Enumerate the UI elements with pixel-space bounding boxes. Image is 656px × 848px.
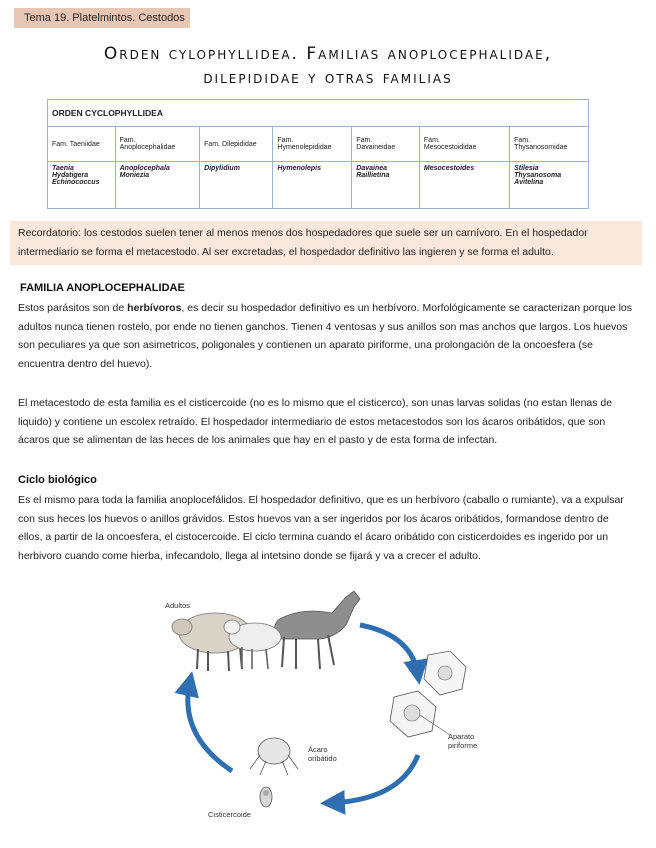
family-cell: Fam. Anoplocephalidae [115, 127, 200, 162]
table-heading: ORDEN CYCLOPHYLLIDEA [48, 100, 589, 127]
section-heading-anoplocephalidae: FAMILIA ANOPLOCEPHALIDAE [20, 282, 185, 294]
topic-tag: Tema 19. Platelmintos. Cestodos [14, 8, 190, 28]
horse-illustration [274, 591, 360, 669]
cysticercoid-illustration [260, 787, 272, 807]
arrow-eggs-to-mite [330, 755, 418, 803]
genera-row [48, 162, 589, 209]
page-title [0, 42, 656, 90]
label-piriform-apparatus: Aparato piriforme [448, 732, 478, 750]
life-cycle-illustration [150, 585, 510, 825]
arrow-mite-to-host [188, 681, 232, 771]
family-cell: Fam. Hymenolepididae [273, 127, 352, 162]
genus-cell: Davainea Raillietina [352, 162, 420, 209]
label-adults: Adultos [165, 601, 191, 610]
reminder-box: Recordatorio: los cestodos suelen tener al menos menos dos hospedadores que suele ser un carnívoro. En el hospedador intermediario se forma el metacestodo. Al ser excretadas, el hospedador definitivo las ingieren y se forma el adulto. [10, 221, 642, 265]
section-heading-cycle: Ciclo biológico [18, 474, 97, 486]
family-cell: Fam. Mesocestoididae [419, 127, 509, 162]
family-cell: Fam. Thysanosomidae [510, 127, 589, 162]
title-line-2: dilepididae y otras familias [203, 68, 453, 88]
label-oribatid-mite: Ácaro oribátido [308, 745, 337, 763]
arrow-adults-to-eggs [360, 625, 418, 675]
genus-cell: Stilesia Thysanosoma Avitelina [510, 162, 589, 209]
genus-cell: Anoplocephala Moniezia [115, 162, 200, 209]
goat-illustration [224, 620, 281, 669]
family-cell: Fam. Dilepididae [200, 127, 273, 162]
families-row [48, 127, 589, 162]
cyclophyllidea-table [47, 99, 589, 209]
genus-cell: Taenia Hydatigera Echinococcus [48, 162, 116, 209]
genus-cell: Dipylidium [200, 162, 273, 209]
egg-illustration-2 [390, 691, 436, 737]
label-cysticercoid: Cisticercoide [208, 810, 251, 819]
life-cycle-diagram [150, 585, 510, 825]
family-cell: Fam. Taeniidae [48, 127, 116, 162]
genus-cell: Hymenolepis [273, 162, 352, 209]
bold-herbivoros: herbívoros [127, 302, 182, 314]
family-cell: Fam. Davaineidae [352, 127, 420, 162]
paragraph-metacestode: El metacestodo de esta familia es el cisticercoide (no es lo mismo que el cisticerco), son unas larvas solidas (no estan llenas de liquido) y contiene un escolex retraído. El hospedador intermediario de estos metacestodos son los ácaros oribátidos, que son ácaros que se alimentan de las heces de los animales que hay en el pasto y de esta forma de infectan. [18, 397, 613, 446]
title-line-1: Orden cylophyllidea. Familias anoplocephalidae, [103, 44, 553, 64]
paragraph-morphology: Estos parásitos son de herbívoros, es decir su hospedador definitivo es un herbívoro. Morfológicamente se caracterizan porque los adultos nunca tienen rostelo, por ende no tienen ganchos. Tienen 4 ventosas y sus anillos son mas anchos que largos. Los huevos son peculiares ya que son asimetricos, poligonales y contienen un aparato piriforme, una prolongación de la oncoesfera (se encuentra dentro del huevo). [18, 302, 633, 370]
genus-cell: Mesocestoides [419, 162, 509, 209]
egg-illustration [424, 651, 466, 695]
paragraph-cycle: Es el mismo para toda la familia anoplocefálidos. El hospedador definitivo, que es un herbívoro (caballo o rumiante), va a expulsar con sus heces los huevos o anillos grávidos. Estos huevos van a ser ingeridos por los ácaros oribátidos, formandose dentro de ellos, a partir de la oncoesfera, el cistocercoide. El ciclo termina cuando el ácaro oribátido con cisticerdoides es ingerido por un herbivoro cuando come hierba, infecandolo, llega al intetsino donde se fijará y va a crecer el adulto. [18, 494, 624, 562]
mite-illustration [250, 738, 298, 775]
